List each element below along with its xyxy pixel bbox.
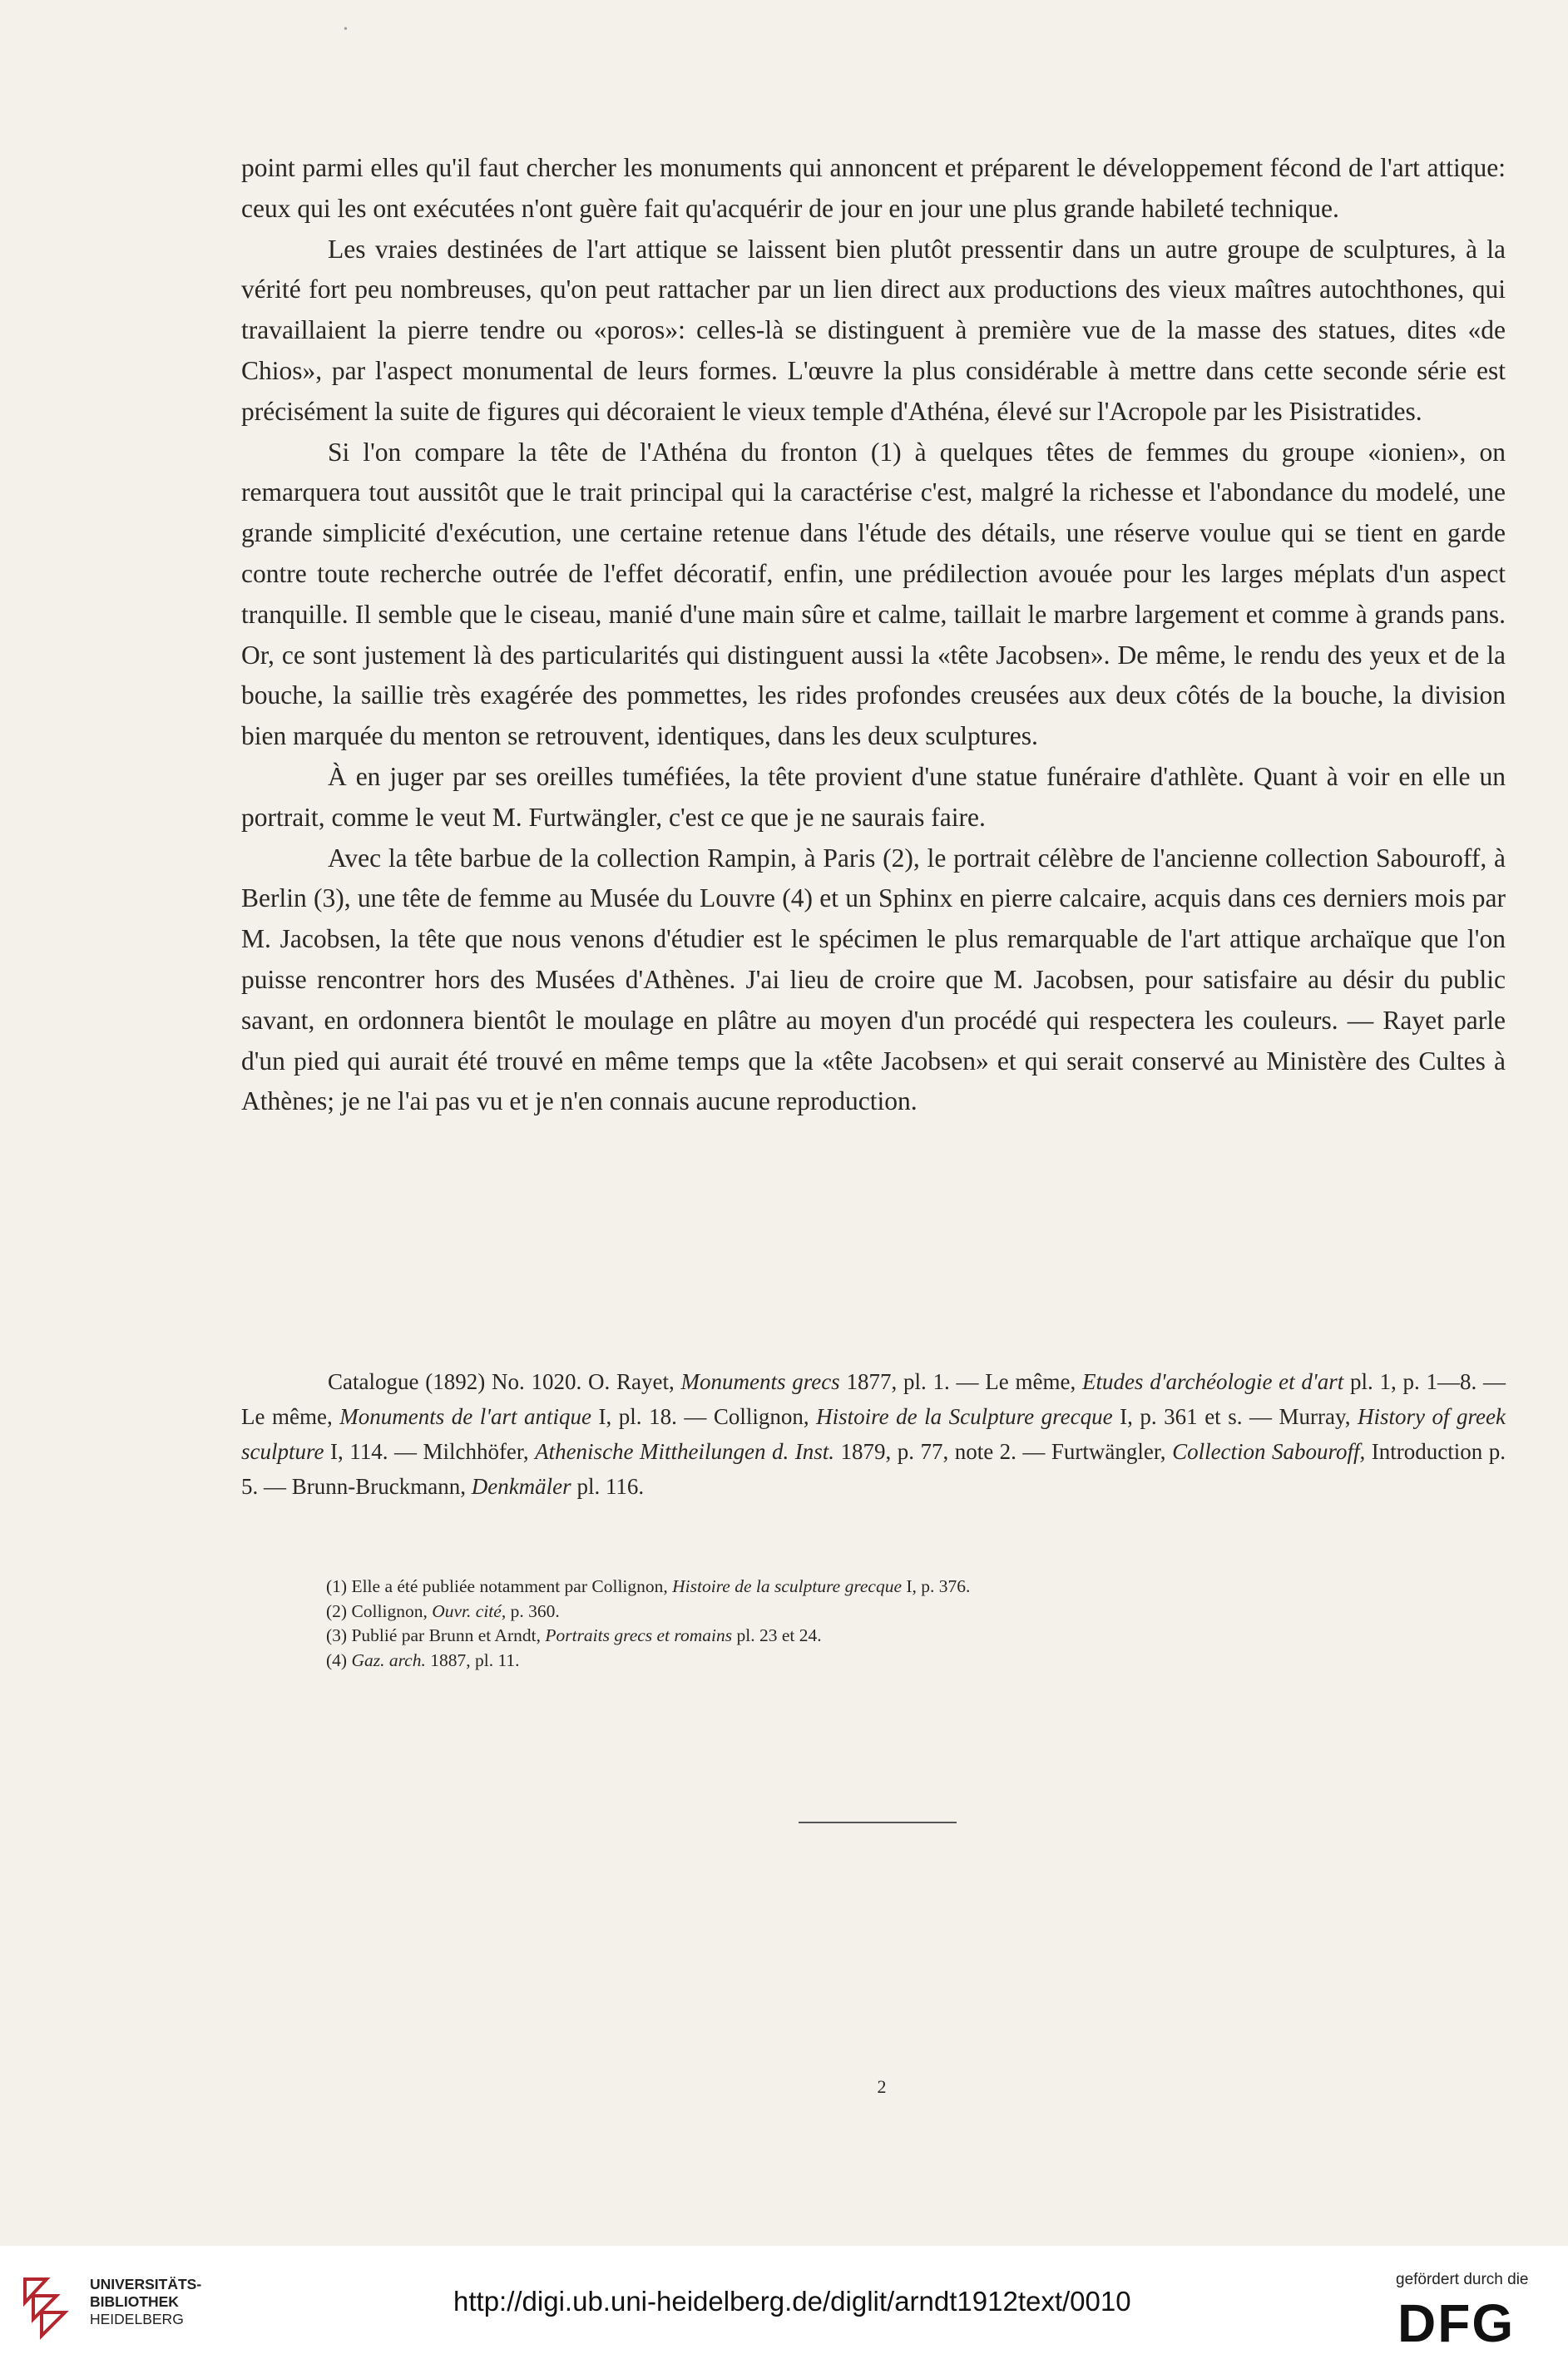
viewer-footer [0, 2246, 1568, 2364]
footnote [326, 1649, 1407, 1674]
catalogue-segment: 1877, pl. 1. — Le même, [839, 1369, 1082, 1394]
margin-mark: • [344, 23, 348, 36]
footnote-segment: Gaz. arch. [351, 1649, 426, 1670]
body-paragraph-1: point parmi elles qu'il faut chercher les monuments qui annoncent et préparent le développement fécond de l'art attique: ceux qui les ont exécutées n'ont guère fait qu'acquérir de jour en jour une plus grande habileté technique. [241, 153, 1506, 223]
catalogue-segment: I, 114. — Milchhöfer, [324, 1439, 536, 1464]
footnote-segment: Portraits grecs et romains [545, 1625, 733, 1645]
catalogue-segment: History of greek sculpture [241, 1404, 1506, 1464]
footnote [326, 1600, 1407, 1625]
footnote-segment: (4) [326, 1649, 352, 1670]
library-name-line-1: UNIVERSITÄTS- [90, 2276, 202, 2292]
footnote-segment: , p. 360. [501, 1600, 560, 1621]
footnotes [326, 1575, 1407, 1673]
footnote-segment: (2) Collignon, [326, 1600, 433, 1621]
catalogue-segment: Denkmäler [471, 1474, 571, 1499]
footnote-segment: Histoire de la sculpture grecque [672, 1576, 903, 1596]
library-name-line-3: HEIDELBERG [90, 2311, 184, 2327]
library-name[interactable] [90, 2276, 201, 2328]
footnote-segment: (3) Publié par Brunn et Arndt, [326, 1625, 546, 1645]
footnote-segment: I, p. 376. [902, 1576, 971, 1596]
catalogue-segment: Etudes d'archéologie et d'art [1081, 1369, 1344, 1394]
section-divider [799, 1822, 957, 1823]
sponsor-label: gefördert durch die [1396, 2271, 1529, 2288]
university-library-logo-icon[interactable] [18, 2271, 80, 2341]
catalogue-segment: Monuments de l'art antique [339, 1404, 592, 1429]
catalogue-segment: I, p. 361 et s. — Murray, [1112, 1404, 1358, 1429]
catalogue-segment: Catalogue (1892) No. 1020. O. Rayet, [328, 1369, 681, 1394]
catalogue-segment: pl. 1, p. 1—8. — Le même, [241, 1369, 1506, 1429]
catalogue-segment: Collection Sabouroff, [1172, 1439, 1366, 1464]
catalogue-segment: Monuments grecs [680, 1369, 840, 1394]
catalogue-segment: Introduction p. 5. — Brunn-Bruckmann, [241, 1439, 1506, 1499]
footnote-segment: pl. 23 et 24. [732, 1625, 822, 1645]
catalogue-segment: 1879, p. 77, note 2. — Furtwängler, [833, 1439, 1173, 1464]
catalogue-segment: Histoire de la Sculpture grecque [816, 1404, 1113, 1429]
footnote-segment: 1887, pl. 11. [425, 1649, 520, 1670]
footnote-segment: Ouvr. cité [432, 1600, 502, 1621]
catalogue-references [241, 1364, 1506, 1504]
body-paragraph-5: Avec la tête barbue de la collection Rampin, à Paris (2), le portrait célèbre de l'ancienne collection Sabouroff, à Berlin (3), une tête de femme au Musée du Louvre (4) et un Sphinx en pierre calcaire, acquis dans ces derniers mois par M. Jacobsen, la tête que nous venons d'étudier est le spécimen le plus remarquable de l'art attique archaïque que l'on puisse rencontrer hors des Musées d'Athènes. J'ai lieu de croire que M. Jacobsen, pour satisfaire au désir du public savant, en ordonnera bientôt le moulage en plâtre au moyen d'un procédé qui respectera les couleurs. — Rayet parle d'un pied qui aurait été trouvé en même temps que la «tête Jacobsen» et qui serait conservé au Ministère des Cultes à Athènes; je ne l'ai pas vu et je n'en connais aucune reproduction. [241, 843, 1506, 1116]
catalogue-segment: Athenische Mittheilungen d. Inst. [535, 1439, 834, 1464]
body-paragraph-3: Si l'on compare la tête de l'Athéna du fronton (1) à quelques têtes de femmes du groupe «ionien», on remarquera tout aussitôt que le trait principal qui la caractérise c'est, malgré la richesse et l'abondance du modelé, une grande simplicité d'exécution, une certaine retenue dans l'étude des détails, une réserve voulue qui se tient en garde contre toute recherche outrée de l'effet décoratif, enfin, une prédilection avouée pour les larges méplats d'un aspect tranquille. Il semble que le ciseau, manié d'une main sûre et calme, taillait le marbre largement et comme à grands pans. Or, ce sont justement là des particularités qui distinguent aussi la «tête Jacobsen». De même, le rendu des yeux et de la bouche, la saillie très exagérée des pommettes, les rides profondes creusées aux deux côtés de la bouche, la division bien marquée du menton se retrouvent, identiques, dans les deux sculptures. [241, 437, 1506, 751]
library-name-line-2: BIBLIOTHEK [90, 2293, 179, 2310]
dfg-logo[interactable]: DFG [1397, 2293, 1516, 2353]
footnote [326, 1624, 1407, 1649]
catalogue-segment: I, pl. 18. — Collignon, [591, 1404, 817, 1429]
page-number: 2 [877, 2076, 887, 2097]
footnote [326, 1575, 1407, 1600]
catalogue-segment: pl. 116. [571, 1474, 645, 1499]
permalink-url[interactable]: http://digi.ub.uni-heidelberg.de/diglit/arndt1912text/0010 [453, 2286, 1131, 2317]
body-paragraph-2: Les vraies destinées de l'art attique se laissent bien plutôt pressentir dans un autre groupe de sculptures, à la vérité fort peu nombreuses, qu'on peut rattacher par un lien direct aux productions des vieux maîtres autochthones, qui travaillaient la pierre tendre ou «poros»: celles-là se distinguent à première vue de la masse des statues, dites «de Chios», par l'aspect monumental de leurs formes. L'œuvre la plus considérable à mettre dans cette seconde série est précisément la suite de figures qui décoraient le vieux temple d'Athéna, élevé sur l'Acropole par les Pisistratides. [241, 234, 1506, 426]
body-paragraph-4: À en juger par ses oreilles tuméfiées, la tête provient d'une statue funéraire d'athlète. Quant à voir en elle un portrait, comme le veut M. Furtwängler, c'est ce que je ne saurais faire. [241, 761, 1506, 832]
footnote-segment: (1) Elle a été publiée notamment par Collignon, [326, 1576, 673, 1596]
body-text [241, 148, 1506, 1122]
